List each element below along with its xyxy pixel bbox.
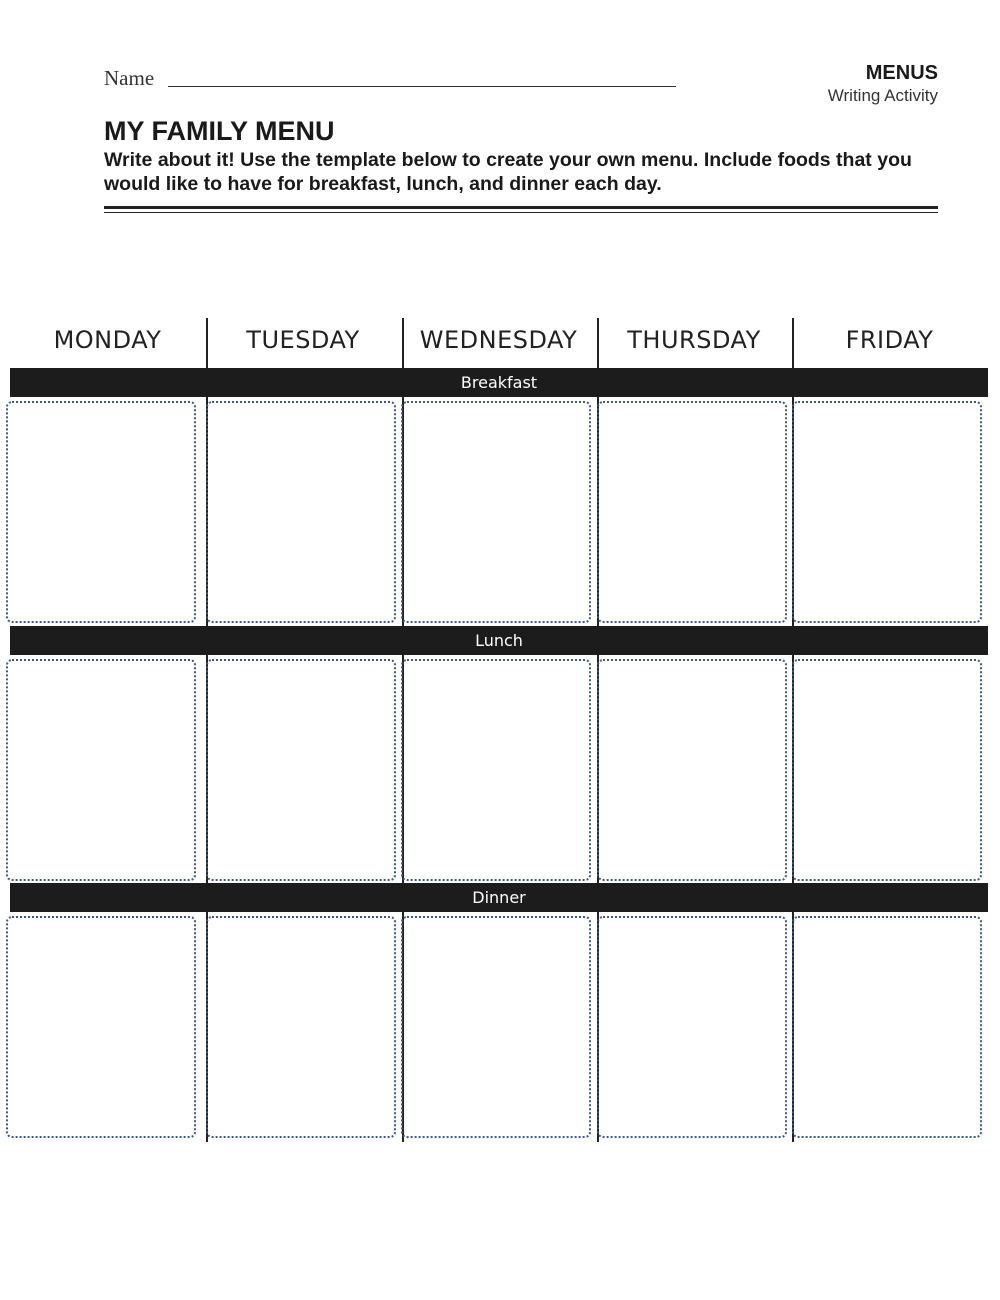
divider-thin	[104, 212, 938, 213]
menu-cell-breakfast-friday[interactable]	[792, 401, 982, 623]
menu-cell-lunch-tuesday[interactable]	[206, 659, 396, 881]
menu-cell-dinner-wednesday[interactable]	[401, 916, 591, 1138]
meal-bar-lunch: Lunch	[10, 626, 988, 655]
menu-cell-lunch-wednesday[interactable]	[401, 659, 591, 881]
menu-cell-breakfast-tuesday[interactable]	[206, 401, 396, 623]
menu-cell-dinner-monday[interactable]	[6, 916, 196, 1138]
meal-bar-dinner: Dinner	[10, 883, 988, 912]
corner-heading	[828, 62, 938, 108]
menu-grid	[0, 318, 1000, 1148]
day-header-thursday: THURSDAY	[627, 326, 761, 354]
menu-cell-breakfast-wednesday[interactable]	[401, 401, 591, 623]
corner-title: MENUS	[865, 62, 938, 84]
meal-bar-breakfast: Breakfast	[10, 368, 988, 397]
menu-cell-dinner-friday[interactable]	[792, 916, 982, 1138]
menu-cell-lunch-thursday[interactable]	[597, 659, 787, 881]
corner-subtitle: Writing Activity	[827, 86, 938, 105]
day-header-friday: FRIDAY	[845, 326, 934, 354]
instructions: Write about it! Use the template below to create your own menu. Include foods that you would like to have for breakfast, lunch, and dinner each day.	[104, 149, 912, 195]
menu-cell-lunch-monday[interactable]	[6, 659, 196, 881]
menu-cell-breakfast-thursday[interactable]	[597, 401, 787, 623]
name-row	[104, 64, 676, 92]
menu-cell-dinner-thursday[interactable]	[597, 916, 787, 1138]
menu-cell-dinner-tuesday[interactable]	[206, 916, 396, 1138]
menu-cell-breakfast-monday[interactable]	[6, 401, 196, 623]
name-label: Name	[104, 66, 155, 90]
name-input-line[interactable]	[168, 86, 676, 87]
day-header-wednesday: WEDNESDAY	[419, 326, 578, 354]
day-header-tuesday: TUESDAY	[246, 326, 360, 354]
page-title: MY FAMILY MENU	[104, 116, 335, 146]
day-header-monday: MONDAY	[53, 326, 162, 354]
divider-thick	[104, 206, 938, 209]
menu-cell-lunch-friday[interactable]	[792, 659, 982, 881]
